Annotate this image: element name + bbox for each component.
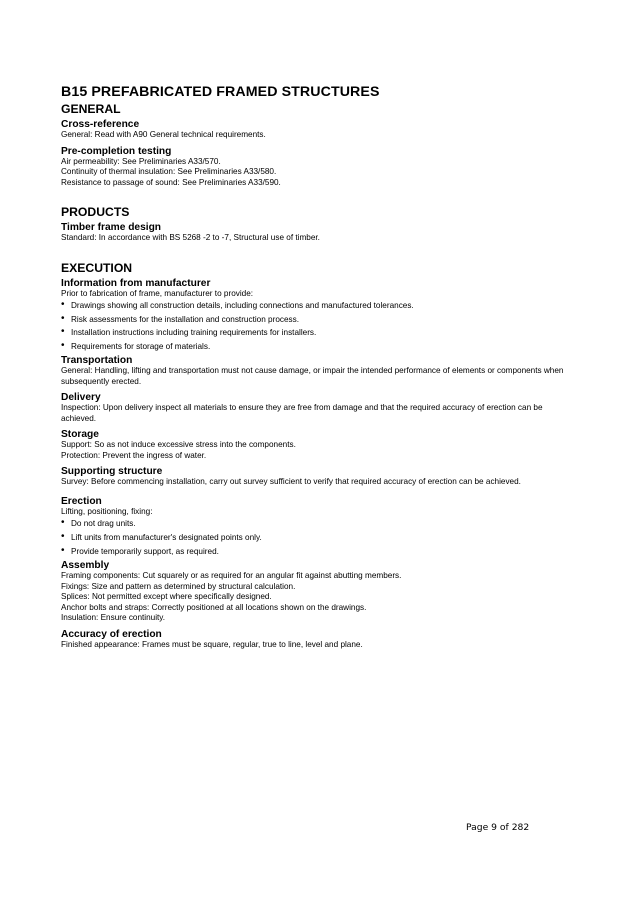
bullet-icon: • <box>61 326 65 338</box>
cross-reference-text: General: Read with A90 General technical requirements. <box>61 130 266 139</box>
transportation-heading: Transportation <box>61 355 133 367</box>
information-heading: Information from manufacturer <box>61 277 211 289</box>
bullet-icon: • <box>61 530 65 542</box>
assembly-heading: Assembly <box>61 560 110 572</box>
list-item: • Installation instructions including training requirements for installers. <box>61 326 317 338</box>
information-intro: Prior to fabrication of frame, manufacturer to provide: <box>61 288 254 298</box>
assembly-line: Insulation: Ensure continuity. <box>61 613 166 623</box>
delivery-text: Inspection: Upon delivery inspect all materials to ensure they are free from damage and that the required accuracy of erection can be achieved. <box>61 403 543 423</box>
bullet-icon: • <box>61 339 65 351</box>
document-title: B15 PREFABRICATED FRAMED STRUCTURES <box>61 84 380 100</box>
assembly-line: Anchor bolts and straps: Correctly positioned at all locations shown on the drawings. <box>61 602 367 612</box>
list-item: • Provide temporarily support, as required. <box>61 544 219 556</box>
pre-completion-line: Air permeability: See Preliminaries A33/570. <box>61 156 221 166</box>
bullet-icon: • <box>61 517 65 529</box>
document-page <box>61 84 566 650</box>
pre-completion-heading: Pre-completion testing <box>61 145 172 157</box>
storage-heading: Storage <box>61 429 99 441</box>
erection-intro: Lifting, positioning, fixing: <box>61 506 153 516</box>
bullet-icon: • <box>61 312 65 324</box>
information-list <box>61 301 566 352</box>
section-products-heading: PRODUCTS <box>61 205 130 219</box>
storage-line: Support: So as not induce excessive stress into the components. <box>61 440 296 450</box>
assembly-line: Fixings: Size and pattern as determined by structural calculation. <box>61 581 296 591</box>
supporting-structure-heading: Supporting structure <box>61 466 163 478</box>
timber-frame-heading: Timber frame design <box>61 222 162 233</box>
erection-list <box>61 519 566 557</box>
supporting-structure-text: Survey: Before commencing installation, carry out survey sufficient to verify that required accuracy of erection can be achieved. <box>61 477 521 487</box>
list-item: • Risk assessments for the installation and construction process. <box>61 312 299 324</box>
pre-completion-line: Resistance to passage of sound: See Preliminaries A33/590. <box>61 177 281 187</box>
pre-completion-line: Continuity of thermal insulation: See Preliminaries A33/580. <box>61 167 277 176</box>
assembly-line: Splices: Not permitted except where specifically designed. <box>61 592 272 602</box>
accuracy-heading: Accuracy of erection <box>61 628 162 640</box>
erection-heading: Erection <box>61 495 102 507</box>
bullet-icon: • <box>61 299 65 310</box>
cross-reference-heading: Cross-reference <box>61 119 140 130</box>
delivery-heading: Delivery <box>61 392 101 404</box>
accuracy-text: Finished appearance: Frames must be square, regular, true to line, level and plane. <box>61 639 363 649</box>
section-execution-heading: EXECUTION <box>61 260 133 275</box>
page-number: Page 9 of 282 <box>466 822 530 833</box>
storage-line: Protection: Prevent the ingress of water. <box>61 450 207 460</box>
list-item: • Requirements for storage of materials. <box>61 339 211 351</box>
list-item: • Lift units from manufacturer's designated points only. <box>61 530 262 542</box>
transportation-text: General: Handling, lifting and transportation must not cause damage, or impair the intended performance of elements or components when subsequently erected. <box>61 366 564 386</box>
assembly-line: Framing components: Cut squarely or as required for an angular fit against abutting members. <box>61 571 402 581</box>
timber-frame-text: Standard: In accordance with BS 5268 -2 to -7, Structural use of timber. <box>61 233 320 242</box>
section-general-heading: GENERAL <box>61 102 121 116</box>
bullet-icon: • <box>61 544 65 556</box>
list-item: • Drawings showing all construction details, including connections and manufactured tolerances. <box>61 299 414 310</box>
list-item: • Do not drag units. <box>61 517 136 529</box>
